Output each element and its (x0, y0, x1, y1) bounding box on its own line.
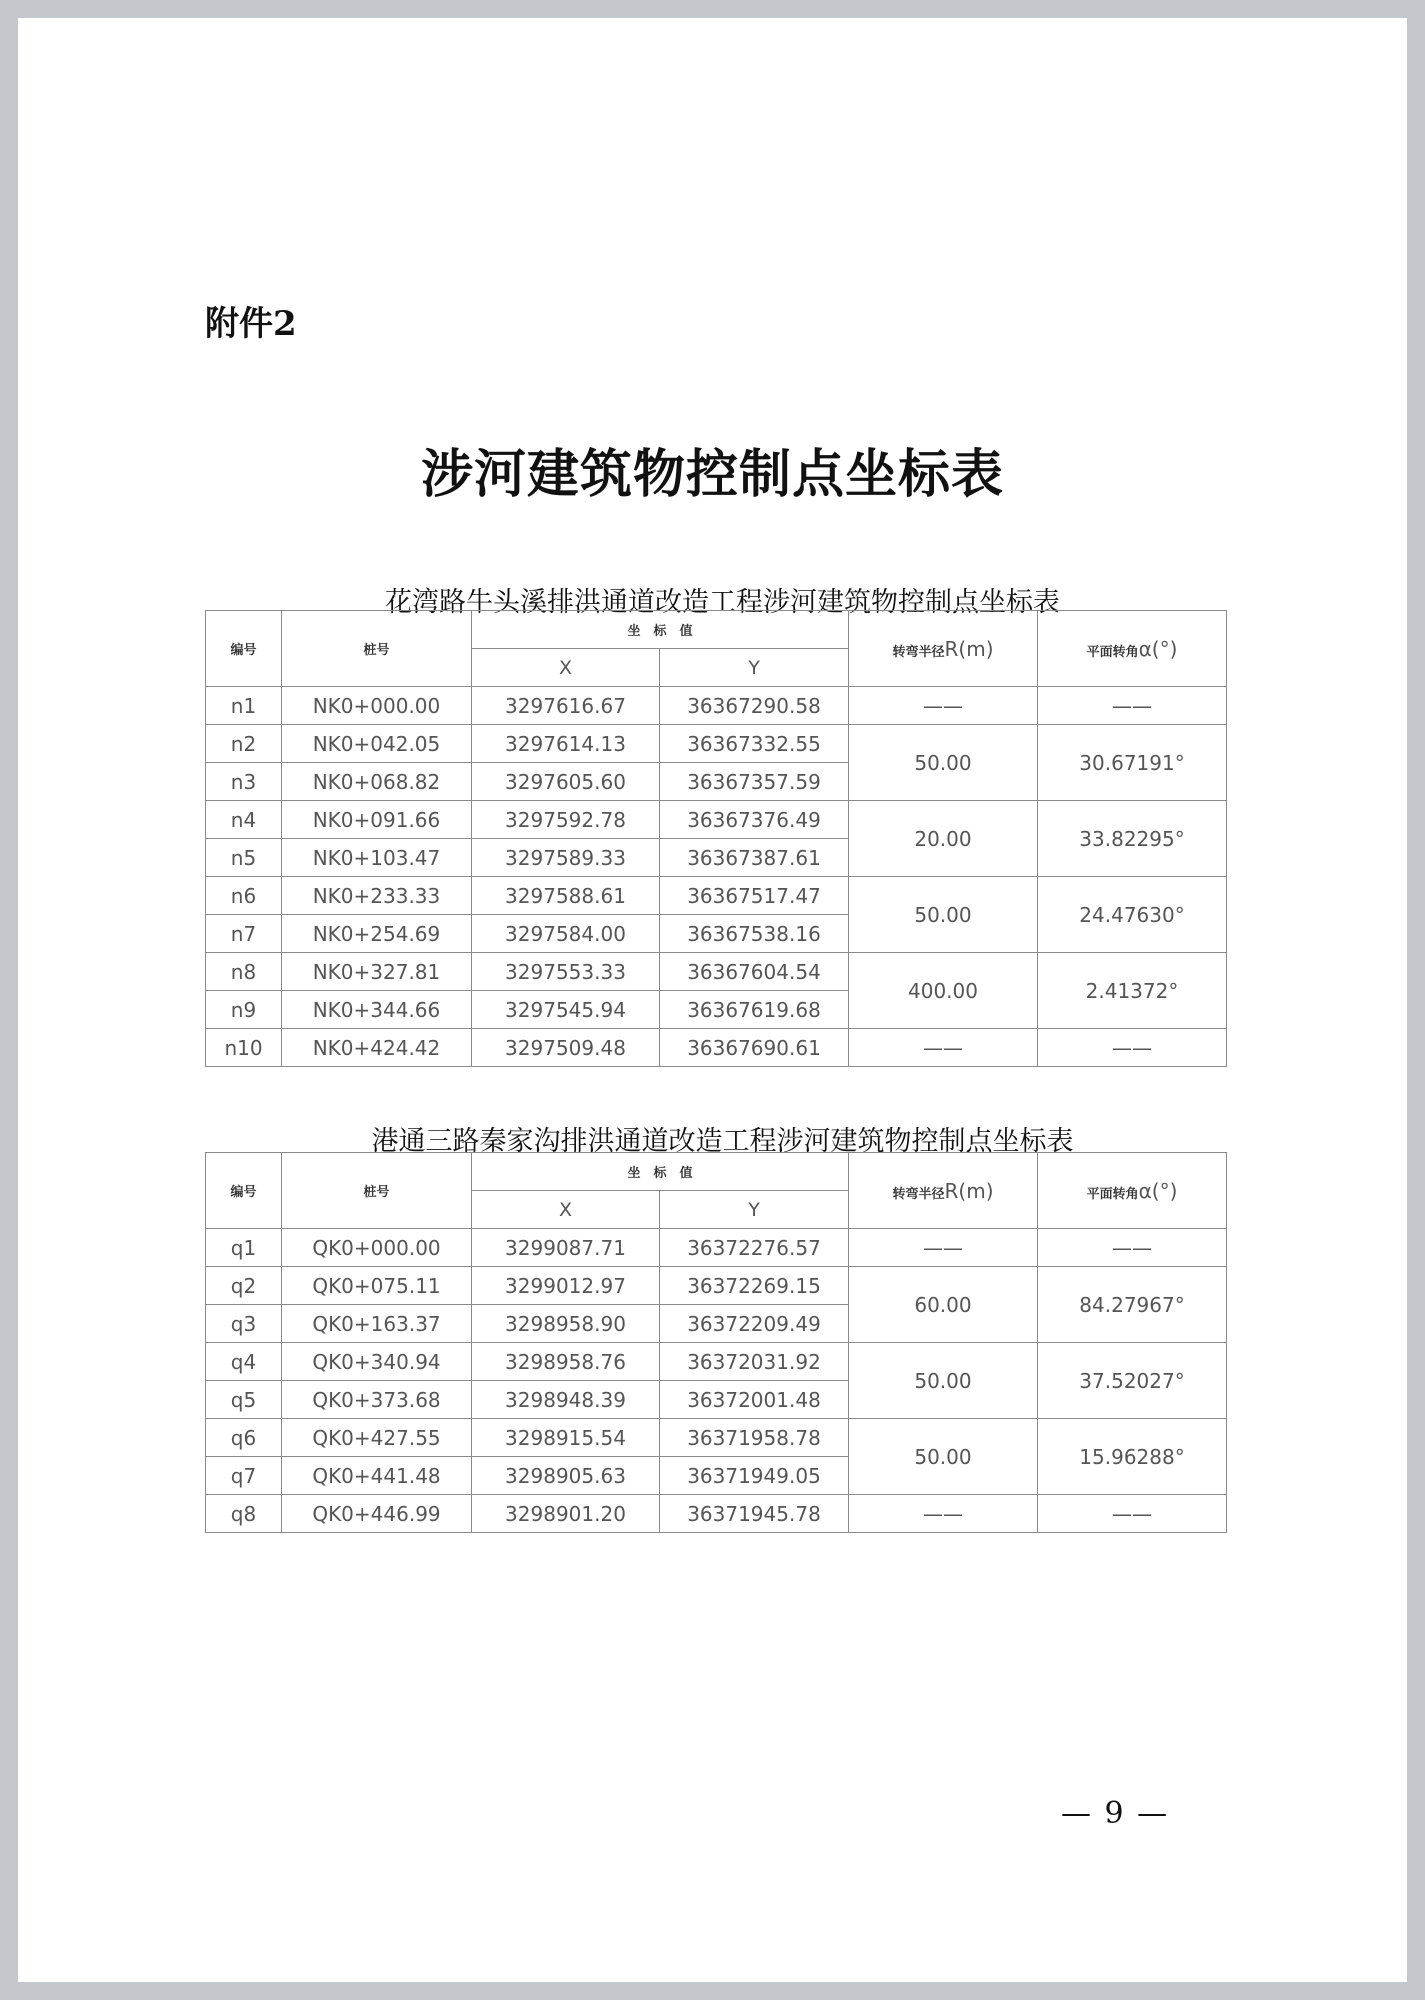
point-id: n9 (206, 991, 282, 1029)
station: QK0+441.48 (282, 1457, 472, 1495)
x-coordinate: 3298958.90 (472, 1305, 660, 1343)
turn-angle: 33.82295° (1038, 801, 1227, 877)
header-x: X (472, 649, 660, 687)
x-coordinate: 3297588.61 (472, 877, 660, 915)
document-page (18, 18, 1407, 1982)
point-id: n8 (206, 953, 282, 991)
header-station: 桩号 (282, 611, 472, 687)
table-2-title: 港通三路秦家沟排洪通道改造工程涉河建筑物控制点坐标表 (371, 1126, 1074, 1157)
table-row (206, 801, 1227, 839)
point-id: n1 (206, 687, 282, 725)
point-id: q4 (206, 1343, 282, 1381)
table-row (206, 1229, 1227, 1267)
y-coordinate: 36371945.78 (660, 1495, 849, 1533)
header-radius (849, 611, 1038, 687)
station: NK0+233.33 (282, 877, 472, 915)
attachment-label: 附件2 (205, 304, 297, 344)
y-coordinate: 36372031.92 (660, 1343, 849, 1381)
page-title: 涉河建筑物控制点坐标表 (420, 444, 1004, 505)
point-id: n3 (206, 763, 282, 801)
point-id: n10 (206, 1029, 282, 1067)
table-1-title: 花湾路牛头溪排洪通道改造工程涉河建筑物控制点坐标表 (385, 587, 1060, 618)
point-id: q3 (206, 1305, 282, 1343)
page-number: — 9 — (1061, 1796, 1170, 1831)
station: NK0+042.05 (282, 725, 472, 763)
turn-angle: 37.52027° (1038, 1343, 1227, 1419)
turn-radius: —— (849, 687, 1038, 725)
point-id: q5 (206, 1381, 282, 1419)
control-point-table-1 (205, 610, 1227, 1067)
station: NK0+327.81 (282, 953, 472, 991)
station: QK0+075.11 (282, 1267, 472, 1305)
turn-radius: —— (849, 1229, 1038, 1267)
x-coordinate: 3299012.97 (472, 1267, 660, 1305)
header-station: 桩号 (282, 1153, 472, 1229)
x-coordinate: 3297509.48 (472, 1029, 660, 1067)
y-coordinate: 36371949.05 (660, 1457, 849, 1495)
header-coordinates: 坐 标 值 (472, 611, 849, 649)
table-row (206, 725, 1227, 763)
point-id: q8 (206, 1495, 282, 1533)
y-coordinate: 36372269.15 (660, 1267, 849, 1305)
header-row (206, 1153, 1227, 1191)
turn-angle: —— (1038, 1495, 1227, 1533)
table-row (206, 1419, 1227, 1457)
point-id: n5 (206, 839, 282, 877)
header-radius-unit: R(m) (944, 636, 994, 661)
point-id: n2 (206, 725, 282, 763)
x-coordinate: 3297592.78 (472, 801, 660, 839)
x-coordinate: 3297605.60 (472, 763, 660, 801)
point-id: q2 (206, 1267, 282, 1305)
x-coordinate: 3297589.33 (472, 839, 660, 877)
table-row (206, 877, 1227, 915)
table-row (206, 687, 1227, 725)
turn-radius: —— (849, 1495, 1038, 1533)
x-coordinate: 3297553.33 (472, 953, 660, 991)
header-radius-unit: R(m) (944, 1178, 994, 1203)
turn-radius: 400.00 (849, 953, 1038, 1029)
table-row (206, 1267, 1227, 1305)
station: QK0+000.00 (282, 1229, 472, 1267)
turn-radius: 50.00 (849, 1419, 1038, 1495)
y-coordinate: 36371958.78 (660, 1419, 849, 1457)
turn-angle: 24.47630° (1038, 877, 1227, 953)
point-id: n4 (206, 801, 282, 839)
station: NK0+254.69 (282, 915, 472, 953)
header-angle-label: 平面转角 (1086, 644, 1139, 660)
station: NK0+000.00 (282, 687, 472, 725)
turn-radius: —— (849, 1029, 1038, 1067)
station: QK0+373.68 (282, 1381, 472, 1419)
y-coordinate: 36367376.49 (660, 801, 849, 839)
x-coordinate: 3297614.13 (472, 725, 660, 763)
x-coordinate: 3297616.67 (472, 687, 660, 725)
header-angle (1038, 1153, 1227, 1229)
x-coordinate: 3298948.39 (472, 1381, 660, 1419)
station: QK0+427.55 (282, 1419, 472, 1457)
y-coordinate: 36367690.61 (660, 1029, 849, 1067)
point-id: q6 (206, 1419, 282, 1457)
y-coordinate: 36367619.68 (660, 991, 849, 1029)
control-point-table-2 (205, 1152, 1227, 1533)
y-coordinate: 36367332.55 (660, 725, 849, 763)
table-row (206, 953, 1227, 991)
turn-angle: —— (1038, 1229, 1227, 1267)
point-id: n6 (206, 877, 282, 915)
table-row (206, 1029, 1227, 1067)
y-coordinate: 36367290.58 (660, 687, 849, 725)
point-id: q7 (206, 1457, 282, 1495)
y-coordinate: 36372276.57 (660, 1229, 849, 1267)
header-radius (849, 1153, 1038, 1229)
x-coordinate: 3297545.94 (472, 991, 660, 1029)
turn-angle: 15.96288° (1038, 1419, 1227, 1495)
station: QK0+446.99 (282, 1495, 472, 1533)
turn-angle: —— (1038, 1029, 1227, 1067)
y-coordinate: 36367387.61 (660, 839, 849, 877)
header-y: Y (660, 1191, 849, 1229)
point-id: q1 (206, 1229, 282, 1267)
y-coordinate: 36367538.16 (660, 915, 849, 953)
header-angle-unit: α(°) (1138, 1178, 1178, 1203)
header-id: 编号 (206, 611, 282, 687)
turn-angle: 30.67191° (1038, 725, 1227, 801)
turn-angle: —— (1038, 687, 1227, 725)
turn-radius: 50.00 (849, 1343, 1038, 1419)
y-coordinate: 36367357.59 (660, 763, 849, 801)
x-coordinate: 3298915.54 (472, 1419, 660, 1457)
point-id: n7 (206, 915, 282, 953)
y-coordinate: 36372209.49 (660, 1305, 849, 1343)
turn-angle: 2.41372° (1038, 953, 1227, 1029)
header-radius-label: 转弯半径 (892, 644, 945, 660)
x-coordinate: 3299087.71 (472, 1229, 660, 1267)
x-coordinate: 3298905.63 (472, 1457, 660, 1495)
y-coordinate: 36367604.54 (660, 953, 849, 991)
station: NK0+344.66 (282, 991, 472, 1029)
x-coordinate: 3298958.76 (472, 1343, 660, 1381)
turn-radius: 20.00 (849, 801, 1038, 877)
station: QK0+340.94 (282, 1343, 472, 1381)
header-angle-unit: α(°) (1138, 636, 1178, 661)
header-radius-label: 转弯半径 (892, 1186, 945, 1202)
station: NK0+068.82 (282, 763, 472, 801)
station: QK0+163.37 (282, 1305, 472, 1343)
station: NK0+424.42 (282, 1029, 472, 1067)
x-coordinate: 3298901.20 (472, 1495, 660, 1533)
y-coordinate: 36372001.48 (660, 1381, 849, 1419)
turn-radius: 60.00 (849, 1267, 1038, 1343)
table-row (206, 1343, 1227, 1381)
turn-angle: 84.27967° (1038, 1267, 1227, 1343)
header-id: 编号 (206, 1153, 282, 1229)
header-y: Y (660, 649, 849, 687)
turn-radius: 50.00 (849, 725, 1038, 801)
header-x: X (472, 1191, 660, 1229)
header-coordinates: 坐 标 值 (472, 1153, 849, 1191)
y-coordinate: 36367517.47 (660, 877, 849, 915)
turn-radius: 50.00 (849, 877, 1038, 953)
x-coordinate: 3297584.00 (472, 915, 660, 953)
table-row (206, 1495, 1227, 1533)
station: NK0+091.66 (282, 801, 472, 839)
header-angle-label: 平面转角 (1086, 1186, 1139, 1202)
header-angle (1038, 611, 1227, 687)
station: NK0+103.47 (282, 839, 472, 877)
header-row (206, 611, 1227, 649)
